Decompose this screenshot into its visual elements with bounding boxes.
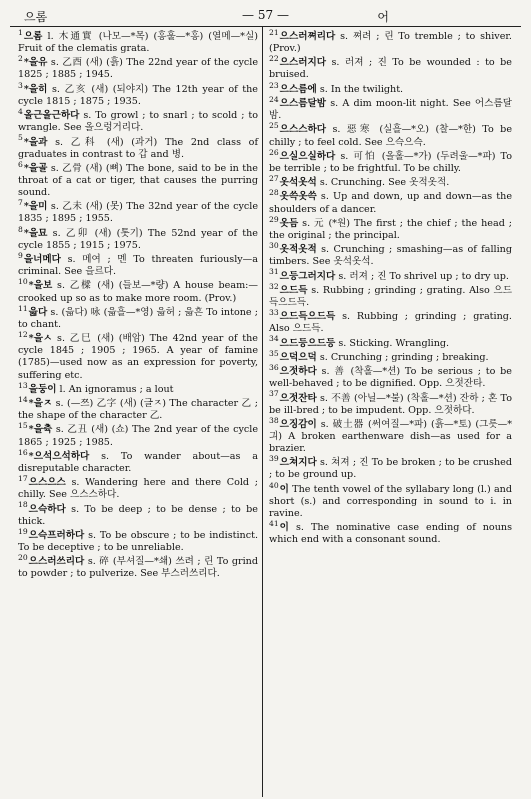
dictionary-entry [269, 54, 512, 81]
dictionary-entry [269, 121, 512, 148]
entry-definition: s. A dim moon-lit night. See 어스름달밤. [269, 98, 512, 122]
dictionary-entry [18, 159, 258, 199]
dictionary-entry [269, 362, 512, 390]
entry-definition: s. Up and down, up and down—as the shoulders of a dancer. [269, 191, 512, 215]
dictionary-entry [269, 415, 512, 455]
entry-definition: s. Crunching. See 옷적옷적. [319, 177, 450, 189]
entry-number: 2 [18, 54, 23, 64]
entry-number: 6 [18, 159, 23, 169]
entry-definition: s. 乙巳 (새) (배암) The 42nd year of the cycle 1845 ; 1905 ; 1965. A year of famine (1785)—used now as an expression for poverty, suffering etc. [18, 333, 258, 381]
entry-definition: s. 乙卯 (새) (톳기) The 52nd year of the cycle 1855 ; 1915 ; 1975. [18, 227, 258, 251]
entry-headword: 으스러쓰리다 [28, 556, 85, 568]
entry-headword: 으젓하다 [279, 366, 317, 378]
entry-number: 21 [269, 27, 279, 37]
entry-number: 30 [269, 241, 279, 250]
header-right-guide-word: 어 [377, 10, 389, 24]
entry-definition: s. (읇다) 咏 (읇흘—*영) 읇허 ; 읇흔 To intone ; to chant. [18, 306, 258, 330]
entry-number: 41 [269, 519, 279, 529]
entry-number: 27 [269, 173, 279, 183]
entry-number: 33 [269, 308, 279, 318]
dictionary-entry [18, 380, 258, 396]
dictionary-entry [269, 334, 512, 350]
entry-definition: s. 惡寒 (실흘—*오) (찰—*한) To be chilly ; to feel cold. See 으슥으슥. [269, 124, 512, 148]
entry-definition: s. 쪄려 ; 린 To tremble ; to shiver. (Prov.) [269, 31, 512, 55]
dictionary-entry [18, 447, 258, 475]
dictionary-entry [269, 348, 512, 364]
entry-definition: s. 쳐져 ; 진 To be broken ; to be crushed ; to be ground up. [269, 457, 512, 481]
entry-definition: The tenth vowel of the syllabary long (l.) and short (s.) and corresponding in sound to i. in ravine. [269, 483, 512, 519]
entry-number: 23 [269, 80, 279, 90]
dictionary-entry [18, 80, 258, 108]
entry-headword: 을너메다 [23, 254, 61, 266]
entry-definition: s. To wander about—as a disreputable character. [18, 450, 258, 474]
entry-number: 8 [18, 224, 23, 234]
entry-headword: 으스스하다 [279, 124, 327, 136]
entry-definition: s. 乙丑 (새) (쇼) The 2nd year of the cycle 1865 ; 1925 ; 1985. [18, 424, 258, 448]
entry-number: 3 [18, 80, 23, 90]
entry-definition: s. 不善 (아닐—*불) (착홀—*션) 잔하 ; 혼 To be ill-bred ; to be impudent. Opp. 으젓하다. [269, 392, 512, 416]
entry-headword: 으슥하다 [28, 503, 66, 515]
entry-number: 37 [269, 389, 279, 399]
entry-number: 26 [269, 147, 279, 157]
entry-definition: s. 러져 ; 진 To be wounded : to be bruised. [269, 57, 512, 81]
columns [10, 27, 521, 797]
entry-definition: s. In the twilight. [319, 83, 404, 95]
entry-number: 36 [269, 362, 279, 372]
entry-number: 29 [269, 214, 279, 224]
entry-definition: s. 善 (착홀—*션) To be serious ; to be well-behaved ; to be dignified. Opp. 으젓잔타. [269, 366, 512, 390]
entry-headword: 으드득 [279, 284, 308, 296]
dictionary-entry [269, 214, 512, 242]
entry-headword: 으롬 [23, 31, 43, 42]
entry-number: 14 [18, 394, 28, 404]
dictionary-entry [269, 389, 512, 417]
entry-definition: s. To growl ; to snarl ; to scold ; to wrangle. See 올으렁거리다. [18, 110, 258, 134]
dictionary-entry [269, 147, 512, 175]
entry-number: 28 [269, 188, 279, 198]
dictionary-entry [18, 394, 258, 422]
entry-definition: s. To be deep ; to be dense ; to be thick. [18, 503, 258, 527]
entry-headword: 으스름에 [279, 83, 317, 95]
entry-headword: 으등그러지다 [279, 270, 336, 282]
entry-number: 35 [269, 348, 279, 358]
dictionary-entry [269, 27, 512, 55]
entry-number: 18 [18, 500, 28, 510]
entry-number: 39 [269, 454, 279, 464]
entry-number: 24 [269, 94, 279, 104]
entry-number: 31 [269, 267, 279, 277]
entry-number: 7 [18, 198, 23, 208]
entry-definition: s. 碎 (부셔질—*쇄) 쓰려 ; 린 To grind to powder ; to pulverize. See 부스러쓰리다. [18, 556, 258, 580]
entry-number: 19 [18, 526, 28, 536]
dictionary-entry [18, 224, 258, 252]
entry-headword: *을미 [23, 201, 48, 213]
entry-number: 22 [269, 54, 279, 64]
right-column [262, 27, 514, 797]
entry-headword: *을과 [23, 136, 48, 148]
entry-headword: 으스러쪄리다 [279, 31, 336, 42]
entry-headword: *을ㅅ [28, 333, 53, 345]
entry-number: 15 [18, 421, 28, 431]
dictionary-entry [18, 474, 258, 501]
entry-definition: s. Wandering here and there Cold ; chilly. See 으스스하다. [18, 477, 258, 501]
page-number: — 57 — [242, 8, 289, 22]
dictionary-entry [269, 308, 512, 335]
entry-number: 25 [269, 121, 279, 131]
left-column [10, 27, 262, 797]
entry-definition: s. Sticking. Wrangling. [338, 337, 450, 349]
entry-headword: 으징감이 [279, 418, 317, 430]
entry-definition: s. 乙酉 (새) (흙) The 22nd year of the cycle 1825 ; 1885 ; 1945. [18, 57, 258, 81]
dictionary-entry [269, 188, 512, 215]
entry-number: 1 [18, 27, 23, 37]
dictionary-entry [269, 173, 512, 189]
dictionary-entry [18, 277, 258, 304]
entry-headword: 옷듬 [279, 217, 299, 229]
entry-number: 16 [18, 447, 28, 457]
entry-headword: 으드득으드득 [279, 311, 336, 323]
dictionary-entry [18, 27, 258, 55]
entry-definition: s. Crunching ; smashing—as of falling timbers. See 옷석옷석. [269, 244, 512, 268]
dictionary-entry [18, 421, 258, 448]
entry-headword: 읇다 [28, 306, 48, 318]
entry-definition: s. Rubbing ; grinding ; grating. Also 으드득. [269, 311, 512, 335]
entry-headword: 옷쓱옷쓱 [279, 191, 317, 203]
entry-headword: 으드등으드등 [279, 337, 336, 349]
dictionary-entry [18, 526, 258, 554]
entry-headword: 옷석옷석 [279, 177, 317, 189]
entry-definition: s. 元 (*원) The first ; the chief ; the head ; the original ; the principal. [269, 217, 512, 241]
entry-headword: *을묘 [23, 227, 48, 239]
dictionary-entry [269, 267, 512, 283]
entry-number: 4 [18, 106, 23, 116]
entry-number: 5 [18, 133, 23, 143]
dictionary-entry [269, 480, 512, 520]
dictionary-entry [18, 330, 258, 381]
entry-number: 20 [18, 553, 28, 563]
dictionary-entry [269, 241, 512, 268]
entry-headword: *을히 [23, 83, 48, 95]
entry-headword: 으쳐지다 [279, 457, 317, 469]
entry-headword: *으석으석하다 [28, 450, 90, 462]
entry-definition: l. An ignoramus ; a lout [59, 383, 174, 395]
entry-headword: 으덕으덕 [279, 351, 317, 363]
entry-definition: s. 乙骨 (새) (뼈) The bone, said to be in the throat of a cat or tiger, that causes the purring sound. [18, 162, 258, 199]
entry-definition: s. Rubbing ; grinding ; grating. Also 으드득으드득. [269, 284, 512, 308]
entry-number: 38 [269, 415, 279, 425]
entry-headword: 올근올근하다 [23, 110, 80, 122]
entry-headword: *을ㅈ [28, 398, 53, 410]
entry-headword: 으젓잔타 [279, 392, 317, 404]
entry-number: 40 [269, 480, 279, 490]
entry-definition: s. Crunching ; grinding ; breaking. [319, 351, 489, 363]
entry-definition: s. 乙科 (새) (과거) The 2nd class of graduates in contrast to 갑 and 병. [18, 136, 258, 160]
entry-headword: *을보 [28, 280, 53, 292]
entry-headword: 으스름달밤 [279, 98, 327, 110]
dictionary-entry [18, 250, 258, 278]
entry-number: 10 [18, 277, 28, 287]
entry-headword: *을츅 [28, 424, 53, 436]
dictionary-entry [18, 133, 258, 161]
entry-headword: 으실으실하다 [279, 150, 336, 162]
dictionary-entry [269, 454, 512, 481]
entry-number: 17 [18, 474, 28, 483]
entry-headword: 이 [279, 483, 289, 495]
entry-number: 12 [18, 330, 28, 340]
dictionary-entry [269, 80, 512, 96]
entry-headword: *을골 [23, 162, 48, 174]
entry-definition: s. 破土器 (써여질—*파) (흙—*토) (그릇—*긔) A broken earthenware dish—as used for a brazier. [269, 418, 512, 455]
entry-definition: s. 乙未 (새) (못) The 32nd year of the cycle 1835 ; 1895 ; 1955. [18, 201, 258, 225]
dictionary-entry [269, 519, 512, 546]
entry-definition: s. 메여 ; 멘 To threaten furiously—a criminal. See 을르다. [18, 254, 258, 278]
entry-definition: s. 러져 ; 진 To shrivel up ; to dry up. [338, 270, 509, 282]
page-header [10, 6, 521, 24]
entry-number: 11 [18, 303, 28, 313]
entry-number: 13 [18, 380, 28, 390]
dictionary-entry [18, 198, 258, 225]
entry-definition: l. 木通實 (나모—*목) (홍훌—*홍) (열메—*실) Fruit of the clematis grata. [18, 31, 258, 55]
dictionary-entry [18, 553, 258, 580]
entry-number: 9 [18, 250, 23, 260]
entry-headword: 으스으스 [28, 477, 66, 489]
dictionary-entry [18, 54, 258, 81]
dictionary-entry [269, 94, 512, 122]
entry-headword: 으스러지다 [279, 57, 327, 69]
dictionary-entry [18, 303, 258, 331]
dictionary-entry [18, 106, 258, 134]
entry-definition: s. The nominative case ending of nouns which end with a consonant sound. [269, 522, 512, 546]
dictionary-entry [18, 500, 258, 528]
entry-definition: s. To be obscure ; to be indistinct. To be deceptive ; to be unreliable. [18, 529, 258, 554]
entry-headword: 이 [279, 522, 289, 534]
entry-headword: 옷적옷적 [279, 244, 317, 256]
entry-definition: s. (—쯔) 乙字 (새) (글ㅈ) The character 乙 ; the shape of the character 乙. [18, 398, 258, 422]
entry-definition: s. 可怕 (올홀—*가) (두려울—*파) To be terrible ; to be frightful. To be chilly. [269, 150, 512, 174]
entry-headword: 으슥프러하다 [28, 529, 85, 541]
dictionary-entry [269, 281, 512, 309]
entry-headword: 을둥이 [28, 383, 57, 395]
entry-definition: s. 乙亥 (새) (되야지) The 12th year of the cycle 1815 ; 1875 ; 1935. [18, 83, 258, 107]
entry-number: 32 [269, 281, 279, 291]
entry-headword: *을유 [23, 57, 48, 69]
entry-number: 34 [269, 334, 279, 344]
header-left-guide-word: 으롬 [24, 10, 48, 24]
entry-definition: s. 乙樑 (새) (들보—*량) A house beam:—crooked up so as to make more room. (Prov.) [18, 280, 258, 304]
